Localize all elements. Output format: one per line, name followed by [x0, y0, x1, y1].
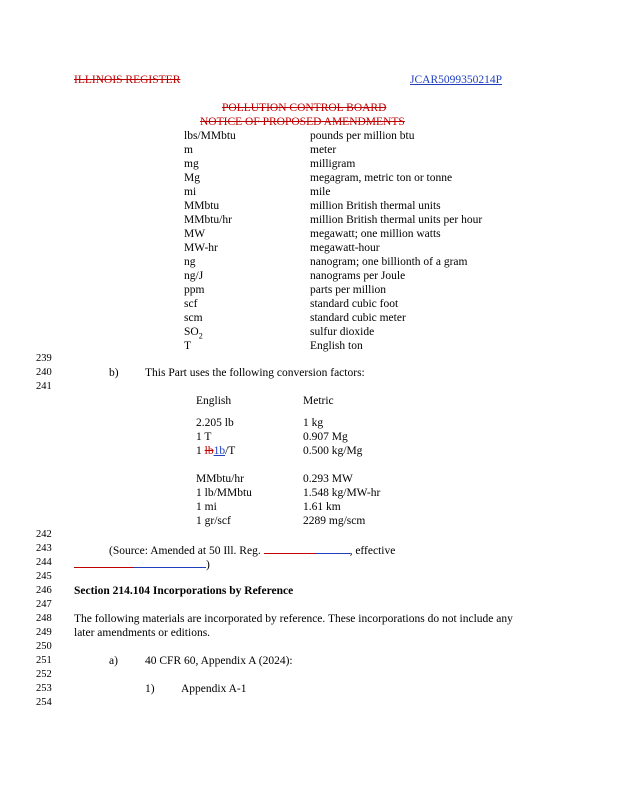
abbr-term: MW: [184, 228, 206, 240]
line-number: 245: [36, 571, 52, 582]
abbr-definition: million British thermal units: [310, 200, 441, 212]
abbr-term: m: [184, 144, 193, 156]
abbr-definition: mile: [310, 186, 331, 198]
line-number: 243: [36, 543, 52, 554]
abbr-definition: million British thermal units per hour: [310, 214, 483, 226]
metric-value: 0.907 Mg: [303, 431, 348, 443]
abbr-definition: standard cubic meter: [310, 312, 406, 324]
abbr-term: MMbtu/hr: [184, 214, 232, 226]
notice-title: NOTICE OF PROPOSED AMENDMENTS: [200, 116, 405, 128]
effective-date-blank: [74, 556, 134, 568]
metric-value: 0.500 kg/Mg: [303, 445, 363, 457]
abbr-term: T: [184, 340, 192, 352]
document-code: JCAR5099350214P: [410, 74, 503, 86]
subsection-label: b): [109, 367, 119, 379]
abbr-definition: nanogram; one billionth of a gram: [310, 256, 468, 268]
abbr-term: lbs/MMbtu: [184, 130, 236, 142]
abbr-term-base: SO: [184, 326, 199, 338]
abbr-term: mg: [184, 158, 199, 170]
section-heading: Section 214.104 Incorporations by Reference: [74, 585, 294, 597]
line-number: 253: [36, 683, 52, 694]
abbr-definition: milligram: [310, 158, 356, 170]
item-a1-label: 1): [145, 683, 155, 695]
abbr-definition: meter: [310, 144, 337, 156]
line-number: 252: [36, 669, 52, 680]
line-number: 241: [36, 381, 52, 392]
line-number: 251: [36, 655, 52, 666]
source-text: (Source: Amended at 50 Ill. Reg.: [109, 545, 264, 557]
line-number: 239: [36, 353, 52, 364]
effective-date-blank-inserted: [134, 556, 206, 568]
source-close: ): [206, 559, 210, 571]
abbr-definition: sulfur dioxide: [310, 326, 375, 338]
abbr-term: ppm: [184, 284, 205, 296]
metric-value: 1.61 km: [303, 501, 341, 513]
line-number: 240: [36, 367, 52, 378]
metric-value: 2289 mg/scm: [303, 515, 366, 527]
line-number: 246: [36, 585, 52, 596]
abbr-definition: megagram, metric ton or tonne: [310, 172, 453, 184]
english-value: 1 mi: [196, 501, 217, 513]
abbr-term: scf: [184, 298, 198, 310]
abbr-definition: parts per million: [310, 284, 387, 296]
english-value-prefix: 1: [196, 445, 205, 457]
english-value: 1 lb/MMbtu: [196, 487, 252, 499]
abbr-definition: megawatt-hour: [310, 242, 380, 254]
line-number: 244: [36, 557, 52, 568]
abbr-definition: megawatt; one million watts: [310, 228, 441, 240]
effective-text: , effective: [349, 545, 396, 557]
english-value: MMbtu/hr: [196, 473, 244, 485]
column-header-metric: Metric: [303, 395, 334, 407]
item-a1-text: Appendix A-1: [181, 683, 247, 695]
register-page-blank: [264, 542, 316, 554]
abbr-definition: nanograms per Joule: [310, 270, 406, 282]
english-value: 2.205 lb: [196, 417, 234, 429]
abbr-term: MMbtu: [184, 200, 220, 212]
abbr-term: scm: [184, 312, 203, 324]
line-number: 249: [36, 627, 52, 638]
abbr-definition: pounds per million btu: [310, 130, 415, 142]
register-title: ILLINOIS REGISTER: [74, 74, 181, 86]
english-value: 1 gr/scf: [196, 515, 231, 527]
abbr-term-subscript: 2: [198, 331, 203, 341]
line-number: 250: [36, 641, 52, 652]
abbr-term: Mg: [184, 172, 200, 184]
abbr-definition: English ton: [310, 340, 363, 352]
abbr-term: ng: [184, 256, 196, 268]
column-header-english: English: [196, 395, 232, 407]
deleted-text: lb: [204, 445, 214, 457]
item-a-text: 40 CFR 60, Appendix A (2024):: [145, 655, 293, 667]
inserted-text: 1b: [213, 445, 226, 457]
line-number: 242: [36, 529, 52, 540]
section-paragraph-line2: later amendments or editions.: [74, 627, 211, 639]
line-number: 247: [36, 599, 52, 610]
effective-date-line: [74, 556, 210, 572]
line-number: 248: [36, 613, 52, 624]
metric-value: 0.293 MW: [303, 473, 353, 485]
abbr-term: mi: [184, 186, 197, 198]
section-paragraph-line1: The following materials are incorporated by reference. These incorporations do not include any: [74, 613, 513, 625]
english-value-suffix: /T: [225, 445, 236, 457]
board-title: POLLUTION CONTROL BOARD: [222, 102, 387, 114]
subsection-text: This Part uses the following conversion factors:: [145, 367, 365, 379]
metric-value: 1 kg: [303, 417, 324, 429]
abbr-term: ng/J: [184, 270, 204, 282]
item-a-label: a): [109, 655, 118, 667]
abbr-term: MW-hr: [184, 242, 218, 254]
english-value-amended: [196, 444, 235, 458]
line-number: 254: [36, 697, 52, 708]
metric-value: 1.548 kg/MW-hr: [303, 487, 381, 499]
abbr-definition: standard cubic foot: [310, 298, 399, 310]
register-page-blank-inserted: [316, 542, 350, 554]
english-value: 1 T: [196, 431, 212, 443]
